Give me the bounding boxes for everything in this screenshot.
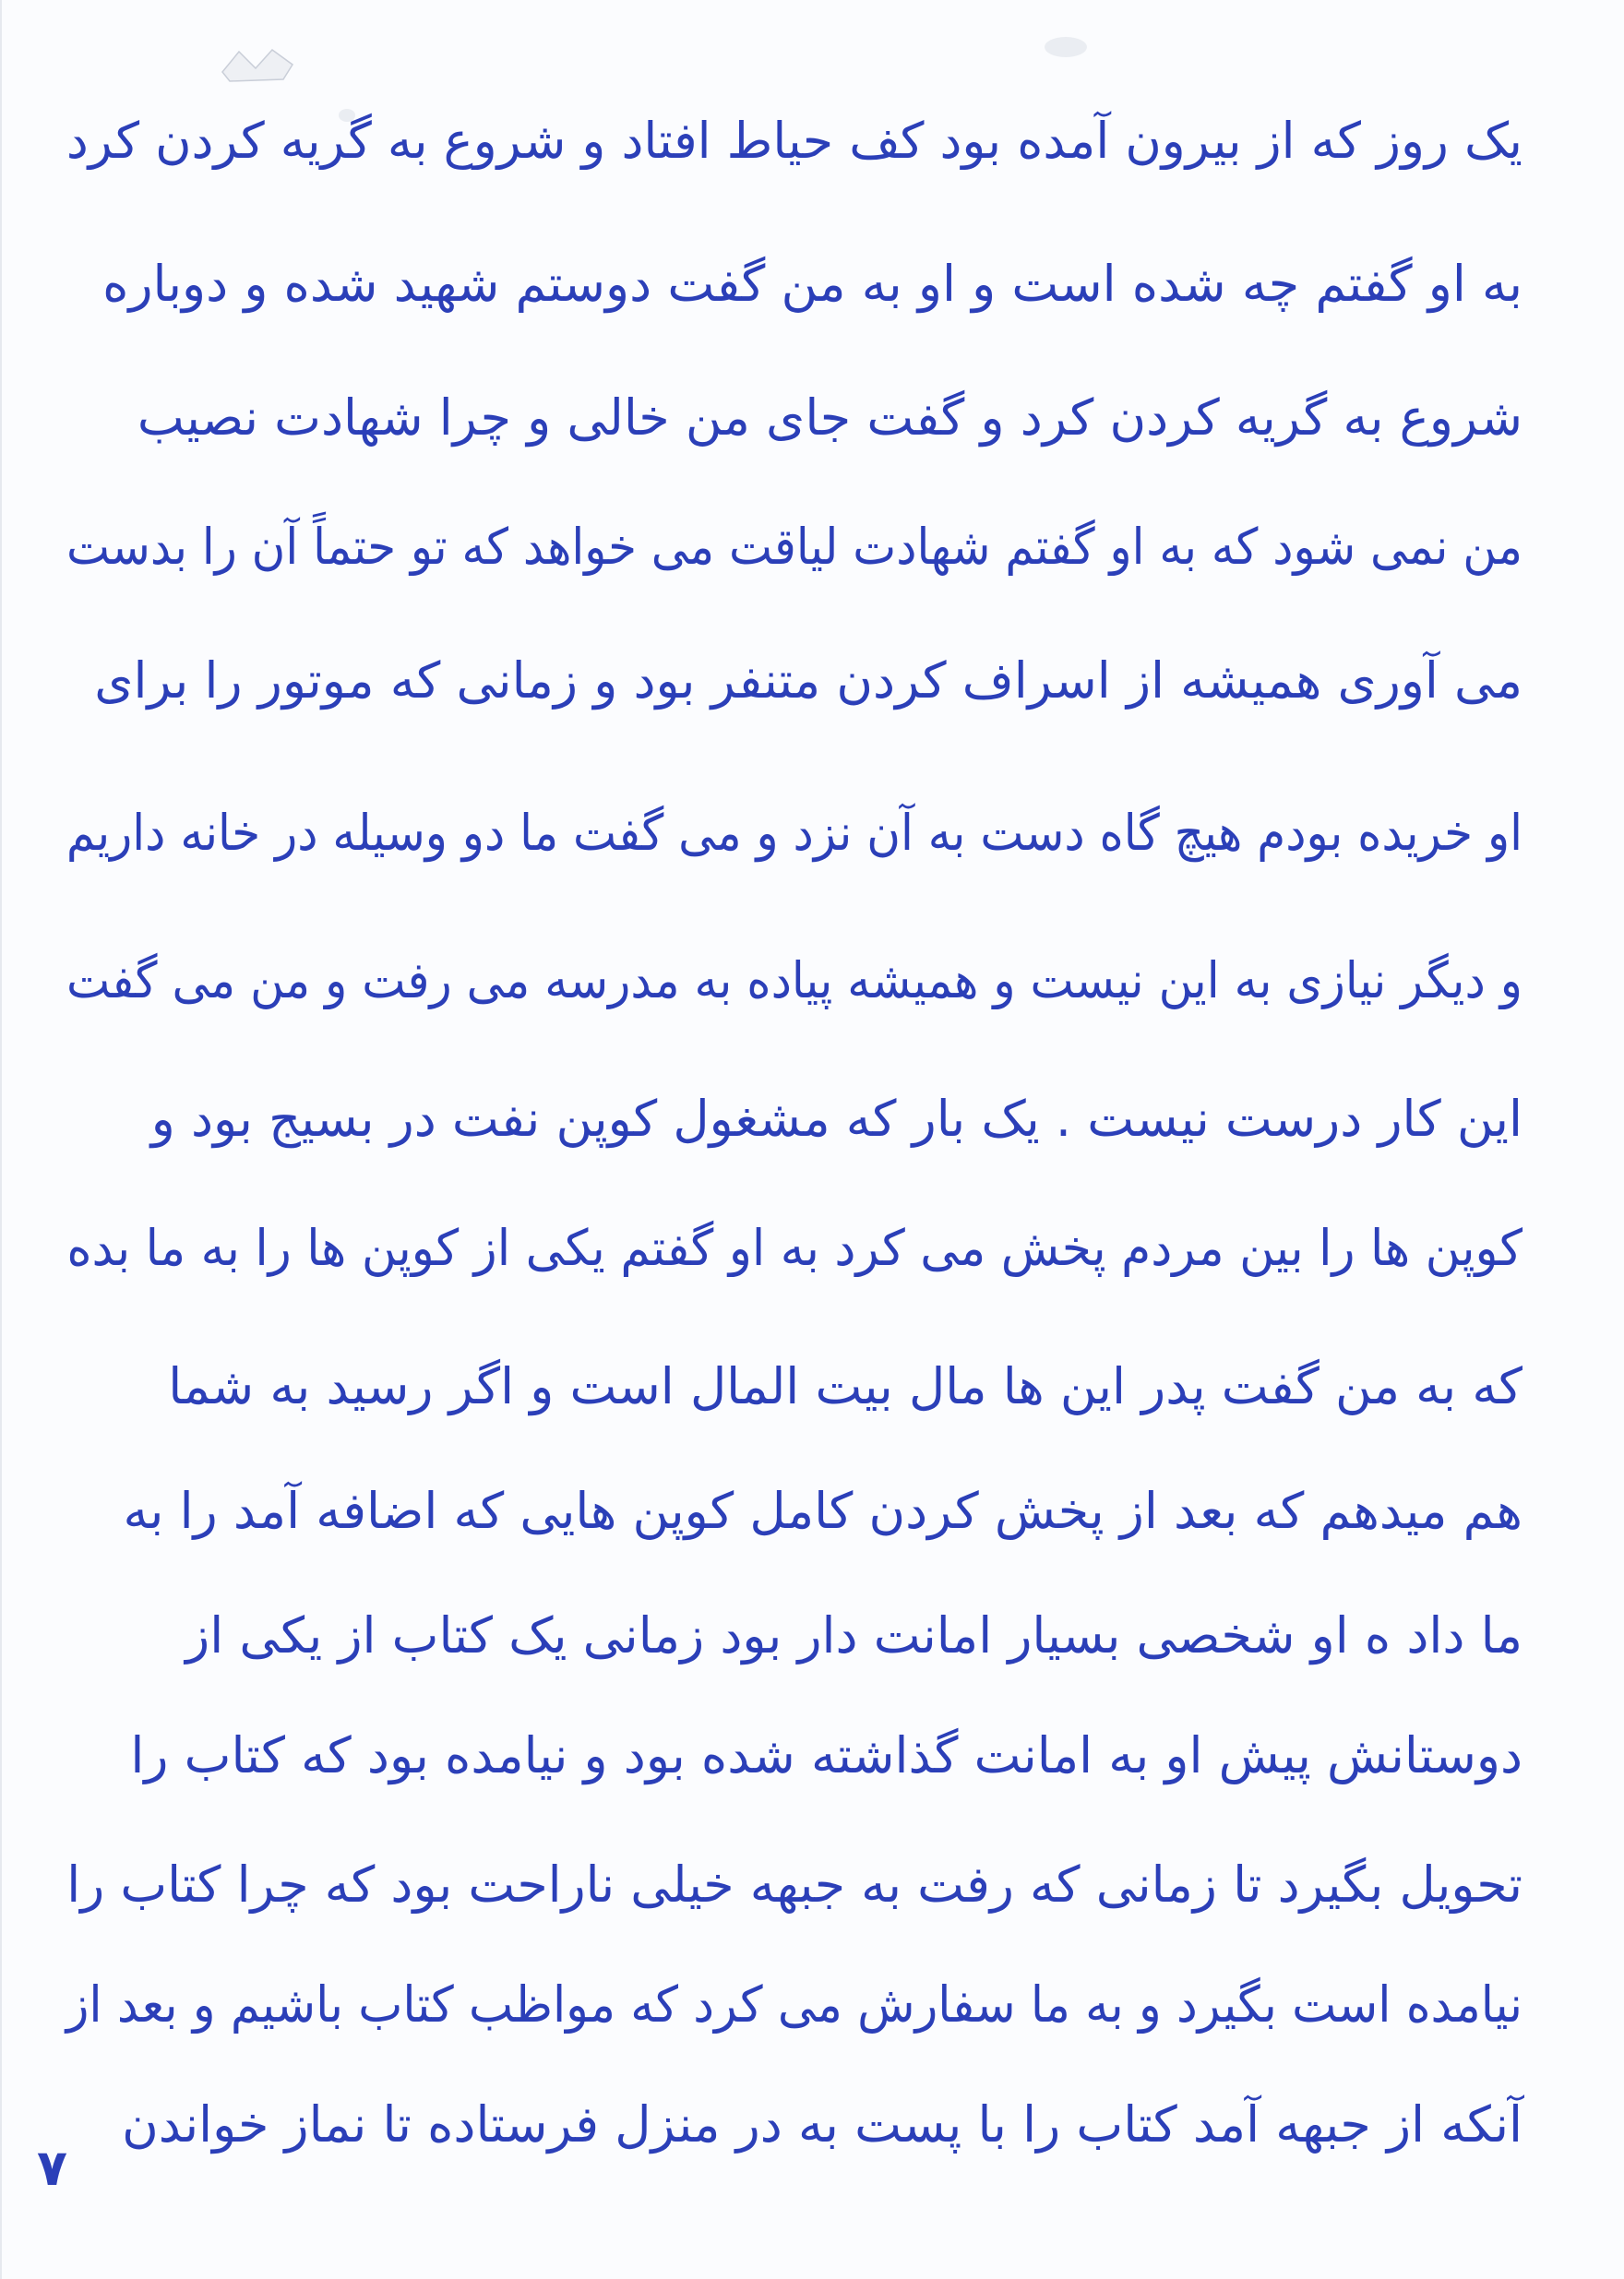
torn-corner-mark [219,44,296,83]
handwritten-line-6: او خریده بودم هیچ گاه دست به آن نزد و می گفت ما دو وسیله در خانه داریم [66,804,1522,862]
handwritten-line-16: آنکه از جبهه آمد کتاب را با پست به در منزل فرستاده تا نماز خواندن [122,2095,1522,2154]
handwritten-line-14: تحویل بگیرد تا زمانی که رفت به جبهه خیلی ناراحت بود که چرا کتاب را [66,1855,1522,1914]
page-number: ۷ [37,2139,67,2197]
handwritten-line-10: که به من گفت پدر این ها مال بیت المال است و اگر رسید به شما [168,1357,1522,1415]
handwritten-line-5: می آوری همیشه از اسراف کردن متنفر بود و زمانی که موتور را برای [94,651,1522,710]
handwritten-line-4: من نمی شود که به او گفتم شهادت لیاقت می خواهد که تو حتماً آن را بدست [66,518,1522,576]
handwritten-line-11: هم میدهم که بعد از پخش کردن کامل کوپن هایی که اضافه آمد را به [123,1482,1522,1540]
handwritten-line-3: شروع به گریه کردن کرد و گفت جای من خالی و چرا شهادت نصیب [137,388,1522,447]
handwritten-line-9: کوپن ها را بین مردم پخش می کرد به او گفتم یکی از کوپن ها را به ما بده [66,1219,1523,1277]
handwritten-line-13: دوستانش پیش او به امانت گذاشته شده بود و نیامده بود که کتاب را [130,1726,1522,1784]
handwritten-line-2: به او گفتم چه شده است و او به من گفت دوستم شهید شده و دوباره [102,255,1522,313]
handwritten-line-1: یک روز که از بیرون آمده بود کف حیاط افتاد و شروع به گریه کردن کرد [66,112,1522,170]
handwritten-line-8: این کار درست نیست . یک بار که مشغول کوپن نفت در بسیج بود و [150,1090,1522,1148]
handwritten-line-15: نیامده است بگیرد و به ما سفارش می کرد که مواظب کتاب باشیم و بعد از [66,1975,1522,2034]
handwritten-line-7: و دیگر نیازی به این نیست و همیشه پیاده به مدرسه می رفت و من می گفت [66,951,1522,1009]
handwritten-line-12: ما داد ه او شخصی بسیار امانت دار بود زمانی یک کتاب از یکی از [185,1606,1522,1665]
paper-smudge [1045,37,1087,57]
